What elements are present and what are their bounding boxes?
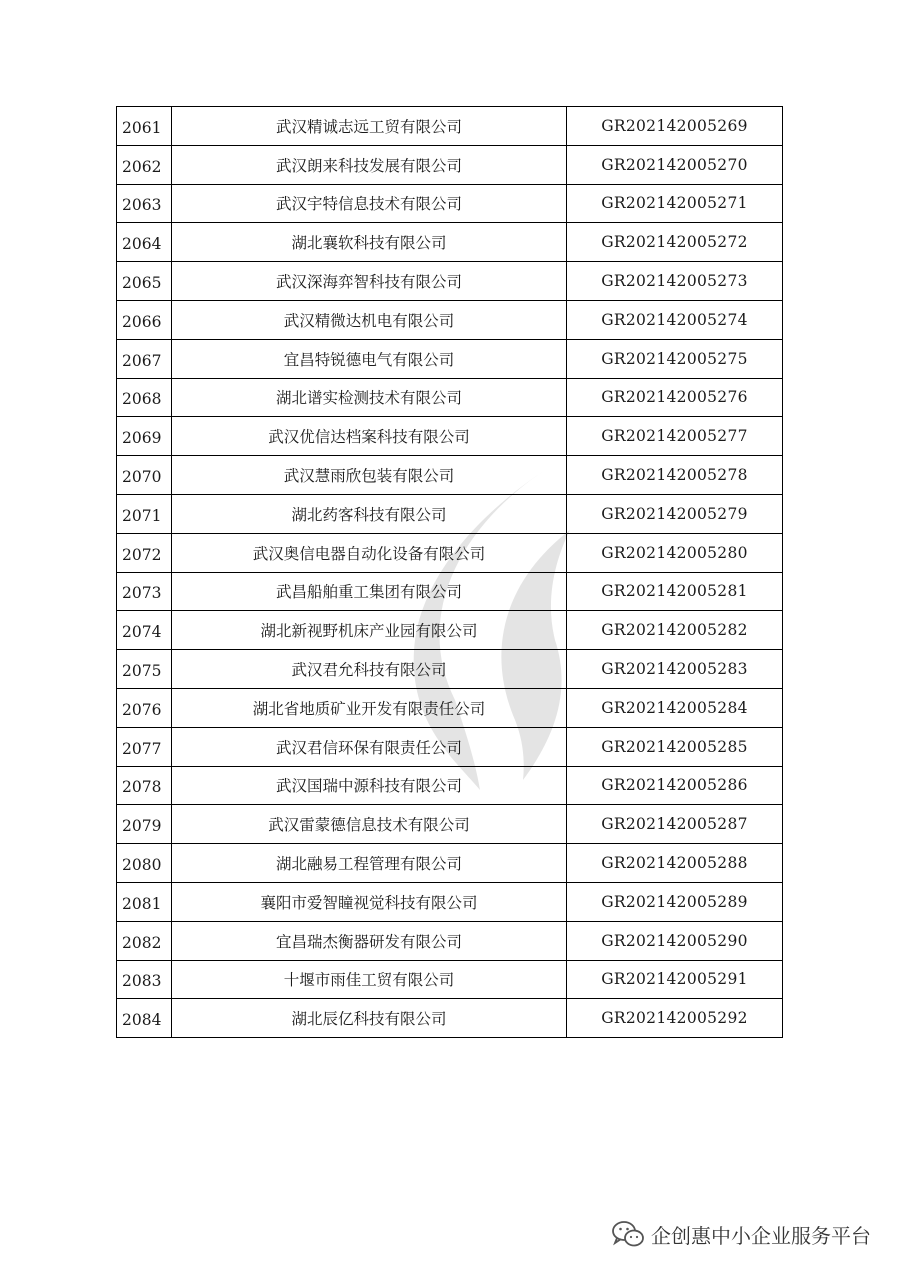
company-name-cell: 武汉精微达机电有限公司 bbox=[172, 300, 567, 339]
table-row bbox=[117, 611, 783, 650]
company-name-cell: 武汉君允科技有限公司 bbox=[172, 650, 567, 689]
certificate-number-cell: GR202142005285 bbox=[567, 727, 783, 766]
company-name-cell: 宜昌特锐德电气有限公司 bbox=[172, 339, 567, 378]
row-number-cell: 2064 bbox=[117, 223, 172, 262]
certificate-number-cell: GR202142005284 bbox=[567, 688, 783, 727]
row-number-cell: 2073 bbox=[117, 572, 172, 611]
table-row bbox=[117, 145, 783, 184]
company-name-cell: 武汉国瑞中源科技有限公司 bbox=[172, 766, 567, 805]
certificate-number-cell: GR202142005271 bbox=[567, 184, 783, 223]
certificate-number-cell: GR202142005289 bbox=[567, 882, 783, 921]
row-number-cell: 2071 bbox=[117, 494, 172, 533]
certificate-number-cell: GR202142005281 bbox=[567, 572, 783, 611]
table-row bbox=[117, 650, 783, 689]
row-number-cell: 2075 bbox=[117, 650, 172, 689]
company-name-cell: 武汉朗来科技发展有限公司 bbox=[172, 145, 567, 184]
certificate-number-cell: GR202142005288 bbox=[567, 844, 783, 883]
table-row bbox=[117, 107, 783, 146]
table-row bbox=[117, 766, 783, 805]
row-number-cell: 2067 bbox=[117, 339, 172, 378]
table-row bbox=[117, 882, 783, 921]
wechat-icon bbox=[611, 1219, 645, 1249]
company-name-cell: 湖北融易工程管理有限公司 bbox=[172, 844, 567, 883]
certificate-number-cell: GR202142005291 bbox=[567, 960, 783, 999]
company-name-cell: 湖北药客科技有限公司 bbox=[172, 494, 567, 533]
certificate-table bbox=[116, 106, 783, 1038]
table-row bbox=[117, 572, 783, 611]
certificate-number-cell: GR202142005280 bbox=[567, 533, 783, 572]
footer-brand-label: 企创惠中小企业服务平台 bbox=[651, 1223, 871, 1248]
company-name-cell: 武汉君信环保有限责任公司 bbox=[172, 727, 567, 766]
row-number-cell: 2083 bbox=[117, 960, 172, 999]
row-number-cell: 2068 bbox=[117, 378, 172, 417]
certificate-number-cell: GR202142005286 bbox=[567, 766, 783, 805]
certificate-number-cell: GR202142005287 bbox=[567, 805, 783, 844]
table-row bbox=[117, 727, 783, 766]
company-name-cell: 武汉精诚志远工贸有限公司 bbox=[172, 107, 567, 146]
company-name-cell: 武汉雷蒙德信息技术有限公司 bbox=[172, 805, 567, 844]
table-row bbox=[117, 494, 783, 533]
row-number-cell: 2063 bbox=[117, 184, 172, 223]
table-row bbox=[117, 456, 783, 495]
row-number-cell: 2081 bbox=[117, 882, 172, 921]
table-row bbox=[117, 688, 783, 727]
table-row bbox=[117, 921, 783, 960]
company-name-cell: 宜昌瑞杰衡器研发有限公司 bbox=[172, 921, 567, 960]
company-name-cell: 武汉宇特信息技术有限公司 bbox=[172, 184, 567, 223]
table-row bbox=[117, 533, 783, 572]
row-number-cell: 2077 bbox=[117, 727, 172, 766]
company-name-cell: 湖北新视野机床产业园有限公司 bbox=[172, 611, 567, 650]
company-name-cell: 武汉深海弈智科技有限公司 bbox=[172, 262, 567, 301]
company-name-cell: 湖北辰亿科技有限公司 bbox=[172, 999, 567, 1038]
company-name-cell: 湖北省地质矿业开发有限责任公司 bbox=[172, 688, 567, 727]
table-row bbox=[117, 960, 783, 999]
table-row bbox=[117, 223, 783, 262]
footer-brand bbox=[611, 1219, 871, 1249]
company-name-cell: 武昌船舶重工集团有限公司 bbox=[172, 572, 567, 611]
certificate-number-cell: GR202142005290 bbox=[567, 921, 783, 960]
company-name-cell: 武汉奥信电器自动化设备有限公司 bbox=[172, 533, 567, 572]
certificate-number-cell: GR202142005270 bbox=[567, 145, 783, 184]
table-row bbox=[117, 300, 783, 339]
company-name-cell: 湖北谱实检测技术有限公司 bbox=[172, 378, 567, 417]
certificate-number-cell: GR202142005283 bbox=[567, 650, 783, 689]
row-number-cell: 2074 bbox=[117, 611, 172, 650]
certificate-number-cell: GR202142005277 bbox=[567, 417, 783, 456]
certificate-number-cell: GR202142005282 bbox=[567, 611, 783, 650]
certificate-number-cell: GR202142005276 bbox=[567, 378, 783, 417]
certificate-number-cell: GR202142005275 bbox=[567, 339, 783, 378]
certificate-number-cell: GR202142005272 bbox=[567, 223, 783, 262]
certificate-number-cell: GR202142005279 bbox=[567, 494, 783, 533]
company-name-cell: 湖北襄软科技有限公司 bbox=[172, 223, 567, 262]
company-name-cell: 襄阳市爱智瞳视觉科技有限公司 bbox=[172, 882, 567, 921]
table-row bbox=[117, 339, 783, 378]
row-number-cell: 2070 bbox=[117, 456, 172, 495]
row-number-cell: 2082 bbox=[117, 921, 172, 960]
table-body bbox=[117, 107, 783, 1038]
row-number-cell: 2084 bbox=[117, 999, 172, 1038]
certificate-number-cell: GR202142005292 bbox=[567, 999, 783, 1038]
row-number-cell: 2062 bbox=[117, 145, 172, 184]
row-number-cell: 2069 bbox=[117, 417, 172, 456]
table-row bbox=[117, 844, 783, 883]
company-name-cell: 武汉慧雨欣包装有限公司 bbox=[172, 456, 567, 495]
company-name-cell: 十堰市雨佳工贸有限公司 bbox=[172, 960, 567, 999]
row-number-cell: 2080 bbox=[117, 844, 172, 883]
row-number-cell: 2079 bbox=[117, 805, 172, 844]
table-row bbox=[117, 262, 783, 301]
certificate-number-cell: GR202142005269 bbox=[567, 107, 783, 146]
table-row bbox=[117, 378, 783, 417]
certificate-number-cell: GR202142005274 bbox=[567, 300, 783, 339]
table-row bbox=[117, 805, 783, 844]
row-number-cell: 2072 bbox=[117, 533, 172, 572]
table-row bbox=[117, 417, 783, 456]
row-number-cell: 2066 bbox=[117, 300, 172, 339]
table-row bbox=[117, 999, 783, 1038]
company-name-cell: 武汉优信达档案科技有限公司 bbox=[172, 417, 567, 456]
row-number-cell: 2061 bbox=[117, 107, 172, 146]
certificate-number-cell: GR202142005273 bbox=[567, 262, 783, 301]
row-number-cell: 2078 bbox=[117, 766, 172, 805]
row-number-cell: 2065 bbox=[117, 262, 172, 301]
certificate-number-cell: GR202142005278 bbox=[567, 456, 783, 495]
row-number-cell: 2076 bbox=[117, 688, 172, 727]
table-row bbox=[117, 184, 783, 223]
